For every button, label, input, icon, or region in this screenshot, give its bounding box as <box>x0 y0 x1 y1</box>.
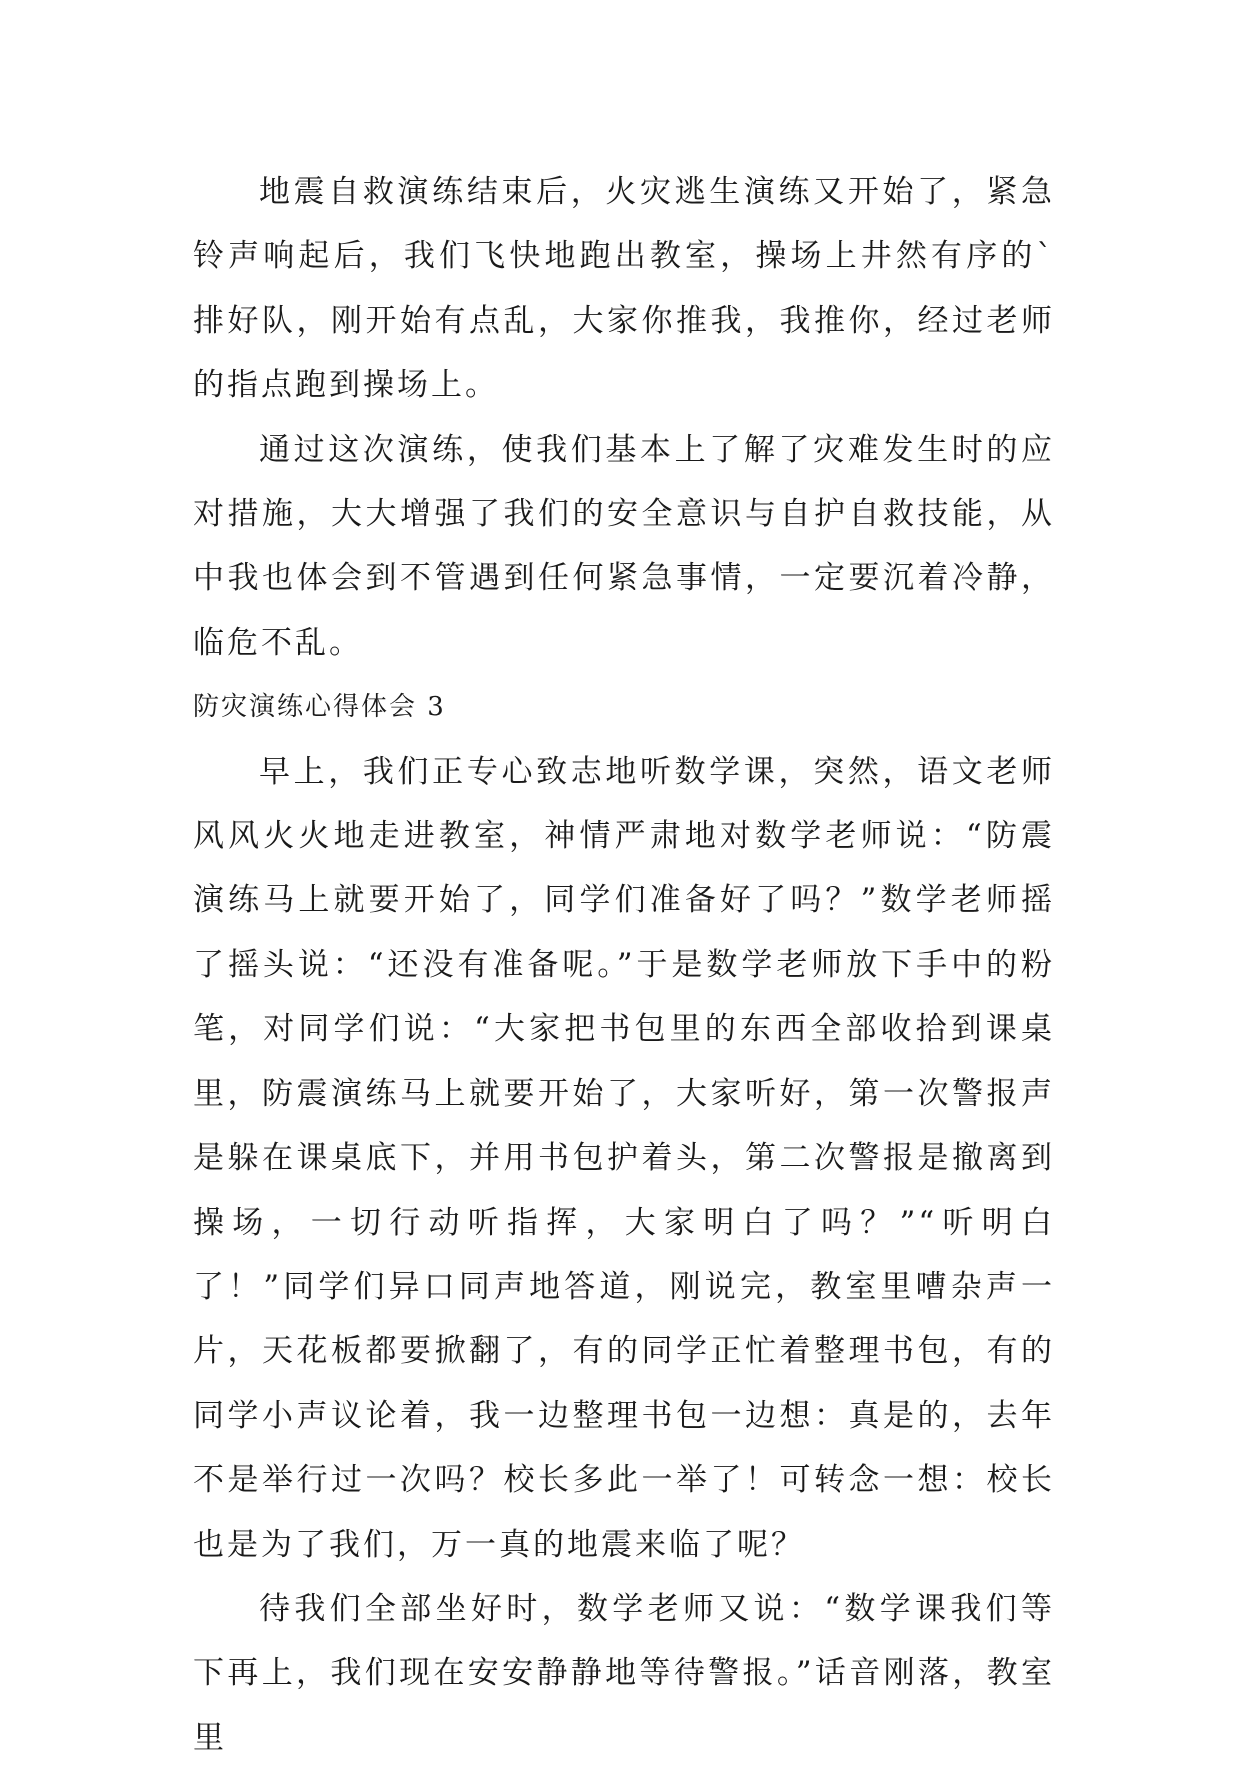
section-heading: 防灾演练心得体会 3 <box>193 692 446 723</box>
document-body <box>193 160 1055 1770</box>
paragraph-morning-drill: 早上，我们正专心致志地听数学课，突然，语文老师风风火火地走进教室，神情严肃地对数学老师说：“防震演练马上就要开始了，同学们准备好了吗？”数学老师摇了摇头说：“还没有准备呢。”于是数学老师放下手中的粉笔，对同学们说：“大家把书包里的东西全部收拾到课桌里，防震演练马上就要开始了，大家听好，第一次警报声是躲在课桌底下，并用书包护着头，第二次警报是撤离到操场，一切行动听指挥，大家明白了吗？”“听明白了！”同学们异口同声地答道，刚说完，教室里嘈杂声一片，天花板都要掀翻了，有的同学正忙着整理书包，有的同学小声议论着，我一边整理书包一边想：真是的，去年不是举行过一次吗？校长多此一举了！可转念一想：校长也是为了我们，万一真的地震来临了呢？ <box>193 753 1055 1563</box>
paragraph-drill-summary: 通过这次演练，使我们基本上了解了灾难发生时的应对措施，大大增强了我们的安全意识与自护自救技能，从中我也体会到不管遇到任何紧急事情，一定要沉着冷静，临危不乱。 <box>193 431 1055 661</box>
paragraph-fire-drill: 地震自救演练结束后，火灾逃生演练又开始了，紧急铃声响起后，我们飞快地跑出教室，操场上井然有序的`排好队，刚开始有点乱，大家你推我，我推你，经过老师的指点跑到操场上。 <box>193 174 1055 404</box>
paragraph-waiting-alarm: 待我们全部坐好时，数学老师又说：“数学课我们等下再上，我们现在安安静静地等待警报。”话音刚落，教室里 <box>193 1590 1055 1756</box>
